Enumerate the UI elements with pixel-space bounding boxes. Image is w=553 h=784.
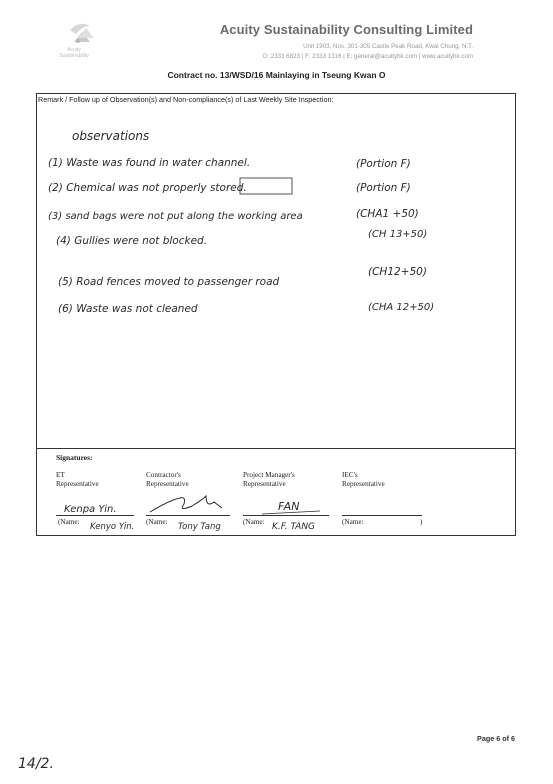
logo-text: Acuity Sustainability [59, 47, 89, 59]
pm-signature: FAN [278, 500, 300, 513]
iec-representative-heading: IEC's Representative [342, 471, 385, 488]
item-2-location: (Portion F) [356, 182, 411, 194]
observations-heading: observations [72, 129, 150, 143]
handwritten-page-mark: 14/2. [18, 756, 54, 772]
et-signature: Kenpa Yin. [64, 504, 117, 515]
contractor-representative-heading: Contractor's Representative [146, 471, 189, 488]
signatures-title: Signatures: [56, 453, 93, 462]
item-1-location: (Portion F) [356, 158, 411, 170]
item-4-text: (4) Gullies were not blocked. [56, 235, 208, 247]
item-4-location: (CH 13+50) [368, 229, 428, 240]
contractor-name-value: Tony Tang [178, 522, 221, 532]
item-3-text: (3) sand bags were not put along the working area [48, 211, 303, 222]
item-6-text: (6) Waste was not cleaned [58, 303, 198, 315]
item-2-text: (2) Chemical was not properly stored. [48, 182, 247, 194]
page-number: Page 6 of 6 [477, 734, 515, 743]
item-5-location: (CH12+50) [368, 266, 427, 278]
item-5-text: (5) Road fences moved to passenger road [58, 276, 280, 288]
company-contact: O: 2333 6823 | F: 2333 1316 | E: general@acuityhk.com | www.acuityhk.com [262, 53, 473, 60]
remarks-label: Remark / Follow up of Observation(s) and Non-compliance(s) of Last Weekly Site Inspection: [38, 95, 334, 104]
company-name: Acuity Sustainability Consulting Limited [219, 22, 473, 37]
item-3-location: (CHA1 +50) [356, 208, 419, 220]
et-name-label: (Name: [58, 518, 80, 526]
et-representative-heading: ET Representative [56, 471, 99, 488]
pm-name-value: K.F. TANG [272, 522, 316, 532]
et-name-value: Kenyo Yin. [90, 522, 135, 532]
pm-name-label: (Name: [243, 518, 265, 526]
item-6-location: (CHA 12+50) [368, 302, 435, 313]
pm-representative-heading: Project Manager's Representative [243, 471, 295, 488]
iec-name-close: ) [420, 518, 423, 526]
iec-name-label: (Name: [342, 518, 364, 526]
company-address: Unit 1903, Nos. 301-305 Castle Peak Road, Kwai Chung, N.T. [303, 43, 473, 50]
contractor-signature-scribble [150, 496, 222, 512]
contractor-name-label: (Name: [146, 518, 168, 526]
item-1-text: (1) Waste was found in water channel. [48, 157, 251, 169]
contract-title: Contract no. 13/WSD/16 Mainlaying in Tseung Kwan O [167, 70, 386, 80]
